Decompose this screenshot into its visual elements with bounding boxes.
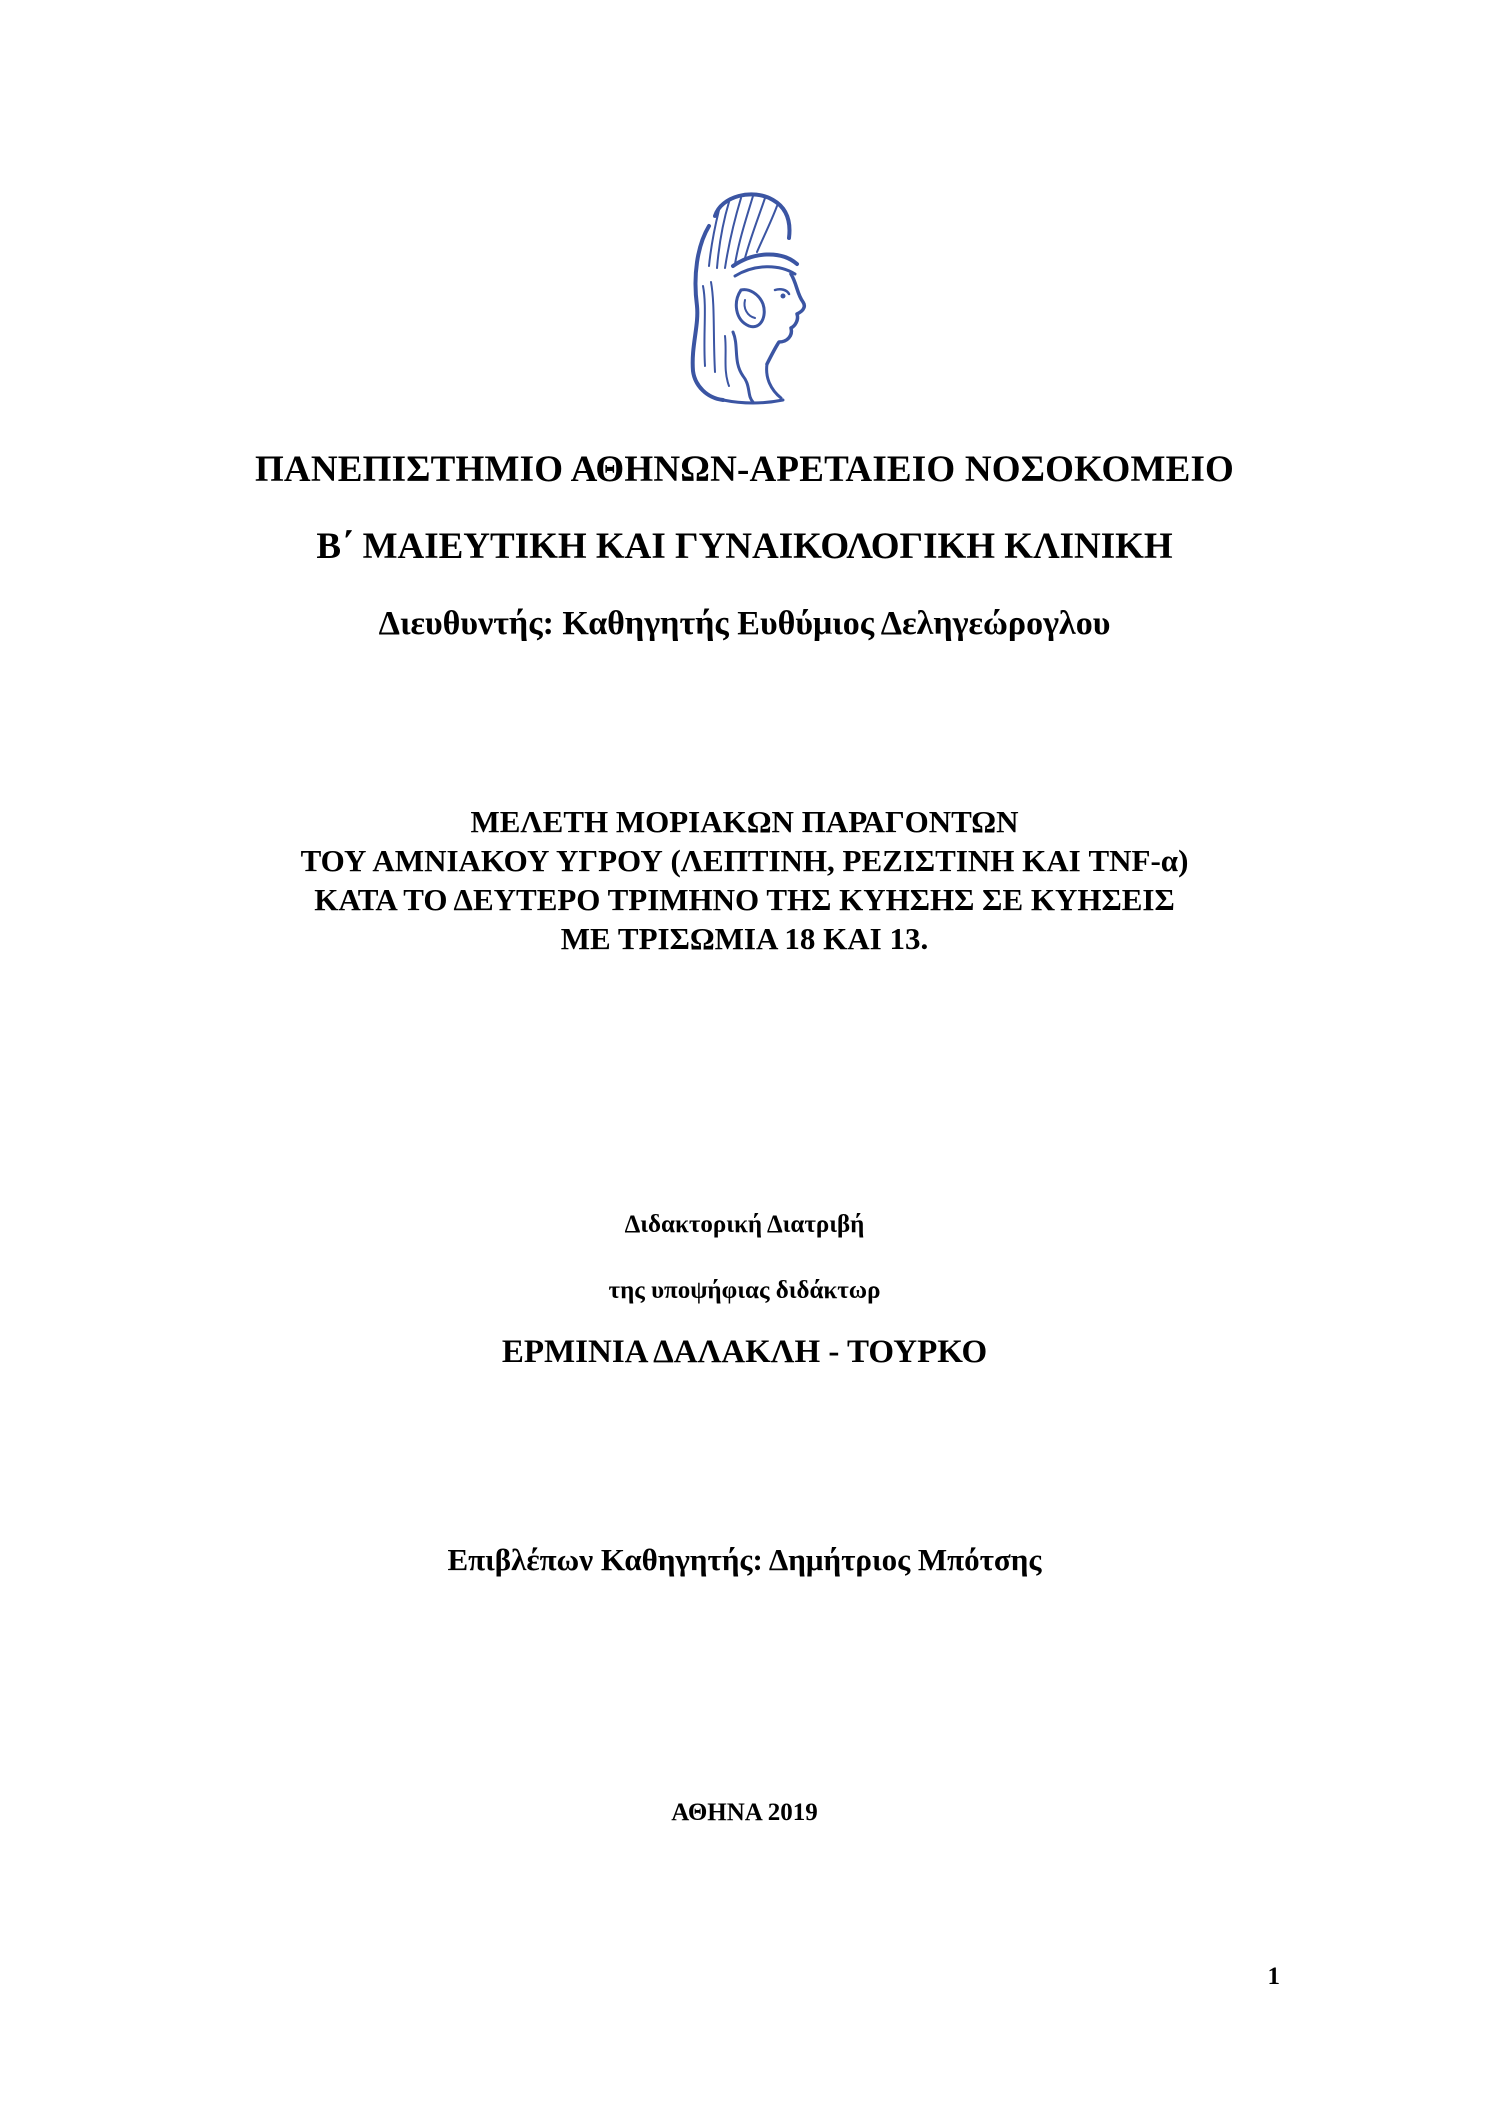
place-year: ΑΘΗΝΑ 2019 (671, 1799, 818, 1826)
clinic-heading: Β΄ ΜΑΙΕΥΤΙΚΗ ΚΑΙ ΓΥΝΑΙΚΟΛΟΓΙΚΗ ΚΛΙΝΙΚΗ (316, 526, 1173, 567)
thesis-title (0, 802, 1489, 958)
thesis-title-line: ΤΟΥ ΑΜΝΙΑΚΟΥ ΥΓΡΟΥ (ΛΕΠΤΙΝΗ, ΡΕΖΙΣΤΙΝΗ ΚΑΙ TNF-α) (300, 843, 1189, 878)
thesis-title-line: ΜΕ ΤΡΙΣΩΜΙΑ 18 ΚΑΙ 13. (560, 921, 929, 956)
thesis-title-line: ΚΑΤΑ ΤΟ ΔΕΥΤΕΡΟ ΤΡΙΜΗΝΟ ΤΗΣ ΚΥΗΣΗΣ ΣΕ ΚΥΗΣΕΙΣ (314, 882, 1175, 917)
institution-heading: ΠΑΝΕΠΙΣΤΗΜΙΟ ΑΘΗΝΩΝ-ΑΡΕΤΑΙΕΙΟ ΝΟΣΟΚΟΜΕΙΟ (254, 449, 1235, 490)
thesis-title-line: ΜΕΛΕΤΗ ΜΟΡΙΑΚΩΝ ΠΑΡΑΓΟΝΤΩΝ (470, 804, 1019, 839)
author-name: ΕΡΜΙΝΙΑ ΔΑΛΑΚΛΗ - ΤΟΥΡΚΟ (501, 1334, 988, 1370)
athena-emblem-icon (663, 186, 823, 406)
thesis-type: Διδακτορική Διατριβή (624, 1211, 865, 1238)
page-number: 1 (1267, 1963, 1280, 1990)
candidate-label: της υποψήφιας διδάκτωρ (608, 1277, 881, 1304)
director-line: Διευθυντής: Καθηγητής Ευθύμιος Δεληγεώρογλου (378, 605, 1111, 642)
supervisor-line: Επιβλέπων Καθηγητής: Δημήτριος Μπότσης (447, 1542, 1042, 1577)
